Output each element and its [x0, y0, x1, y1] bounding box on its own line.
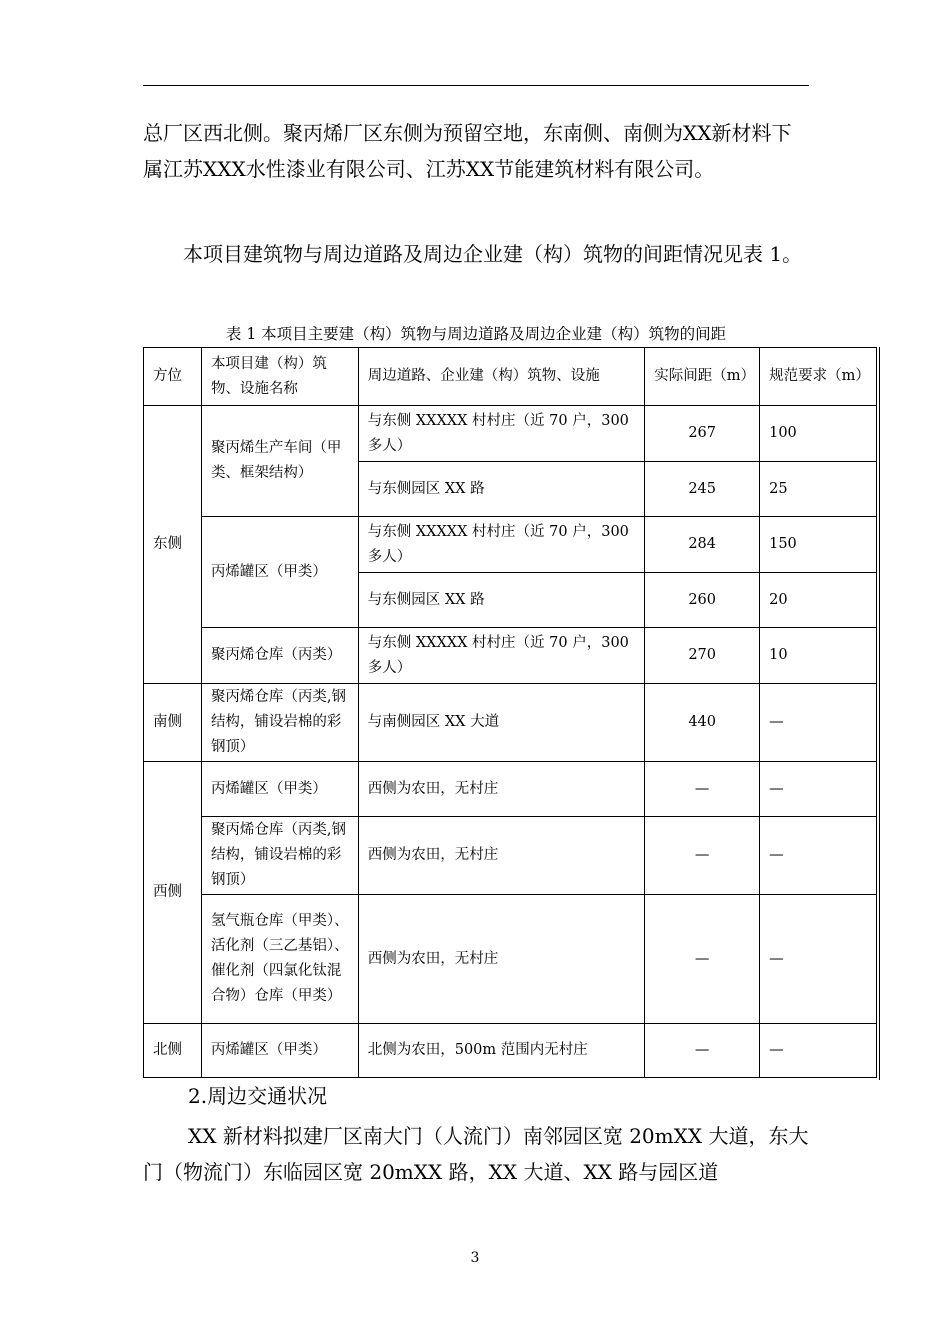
target-cell: 北侧为农田，500m 范围内无村庄: [358, 1024, 645, 1078]
actual-distance-cell: 245: [645, 462, 760, 517]
page-number: 3: [470, 1250, 480, 1266]
table-row: [144, 762, 877, 817]
target-cell: 与东侧园区 XX 路: [358, 462, 645, 517]
required-distance-cell: —: [760, 762, 877, 817]
paragraph-2: 本项目建筑物与周边道路及周边企业建（构）筑物的间距情况见表 1。: [183, 242, 803, 266]
table-row: [144, 628, 877, 684]
actual-distance-cell: 440: [645, 684, 760, 762]
table-row: [144, 406, 877, 462]
facility-cell: 丙烯罐区（甲类）: [201, 762, 358, 817]
required-distance-cell: —: [760, 817, 877, 895]
table-caption: 表 1 本项目主要建（构）筑物与周边道路及周边企业建（构）筑物的间距: [225, 325, 727, 343]
actual-distance-cell: —: [645, 817, 760, 895]
required-distance-cell: —: [760, 1024, 877, 1078]
table-row: [144, 895, 877, 1024]
actual-distance-cell: 270: [645, 628, 760, 684]
target-cell: 与东侧 XXXXX 村村庄（近 70 户，300 多人）: [358, 517, 645, 573]
side-north: 北侧: [144, 1024, 202, 1078]
distance-table: [143, 347, 877, 1078]
facility-cell: 丙烯罐区（甲类）: [201, 517, 358, 628]
target-cell: 与东侧 XXXXX 村村庄（近 70 户，300 多人）: [358, 406, 645, 462]
header-actual-distance: 实际间距（m）: [645, 348, 760, 406]
actual-distance-cell: —: [645, 1024, 760, 1078]
table-row: [144, 817, 877, 895]
header-rule: [143, 85, 809, 86]
required-distance-cell: 150: [760, 517, 877, 573]
actual-distance-cell: 267: [645, 406, 760, 462]
side-west: 西侧: [144, 762, 202, 1024]
facility-cell: 聚丙烯仓库（丙类）: [201, 628, 358, 684]
target-cell: 与东侧 XXXXX 村村庄（近 70 户，300 多人）: [358, 628, 645, 684]
table-row: [144, 517, 877, 573]
paragraph-3: XX 新材料拟建厂区南大门（人流门）南邻园区宽 20mXX 大道，东大门（物流门）东临园区宽 20mXX 路，XX 大道、XX 路与园区道: [143, 1124, 809, 1184]
header-surrounding: 周边道路、企业建（构）筑物、设施: [358, 348, 645, 406]
facility-cell: 聚丙烯仓库（丙类,钢结构，铺设岩棉的彩钢顶）: [201, 817, 358, 895]
target-cell: 与南侧园区 XX 大道: [358, 684, 645, 762]
section-heading: 2.周边交通状况: [188, 1084, 328, 1108]
required-distance-cell: 10: [760, 628, 877, 684]
facility-cell: 氢气瓶仓库（甲类）、活化剂（三乙基铝）、催化剂（四氯化钛混合物）仓库（甲类）: [201, 895, 358, 1024]
paragraph-1: 总厂区西北侧。聚丙烯厂区东侧为预留空地，东南侧、南侧为XX新材料下属江苏XXX水性漆业有限公司、江苏XX节能建筑材料有限公司。: [143, 121, 792, 181]
target-cell: 与东侧园区 XX 路: [358, 573, 645, 628]
facility-cell: 丙烯罐区（甲类）: [201, 1024, 358, 1078]
actual-distance-cell: 260: [645, 573, 760, 628]
facility-cell: 聚丙烯生产车间（甲类、框架结构）: [201, 406, 358, 517]
facility-cell: 聚丙烯仓库（丙类,钢结构，铺设岩棉的彩钢顶）: [201, 684, 358, 762]
required-distance-cell: 100: [760, 406, 877, 462]
table-row: [144, 684, 877, 762]
actual-distance-cell: —: [645, 895, 760, 1024]
table-row: [144, 1024, 877, 1078]
side-south: 南侧: [144, 684, 202, 762]
target-cell: 西侧为农田，无村庄: [358, 817, 645, 895]
table-outer-border: [879, 347, 880, 1080]
actual-distance-cell: 284: [645, 517, 760, 573]
required-distance-cell: —: [760, 684, 877, 762]
required-distance-cell: —: [760, 895, 877, 1024]
required-distance-cell: 20: [760, 573, 877, 628]
header-direction: 方位: [144, 348, 202, 406]
required-distance-cell: 25: [760, 462, 877, 517]
actual-distance-cell: —: [645, 762, 760, 817]
target-cell: 西侧为农田，无村庄: [358, 762, 645, 817]
side-east: 东侧: [144, 406, 202, 684]
header-required-distance: 规范要求（m）: [760, 348, 877, 406]
header-facility: 本项目建（构）筑物、设施名称: [201, 348, 358, 406]
table-header-row: [144, 348, 877, 406]
target-cell: 西侧为农田，无村庄: [358, 895, 645, 1024]
